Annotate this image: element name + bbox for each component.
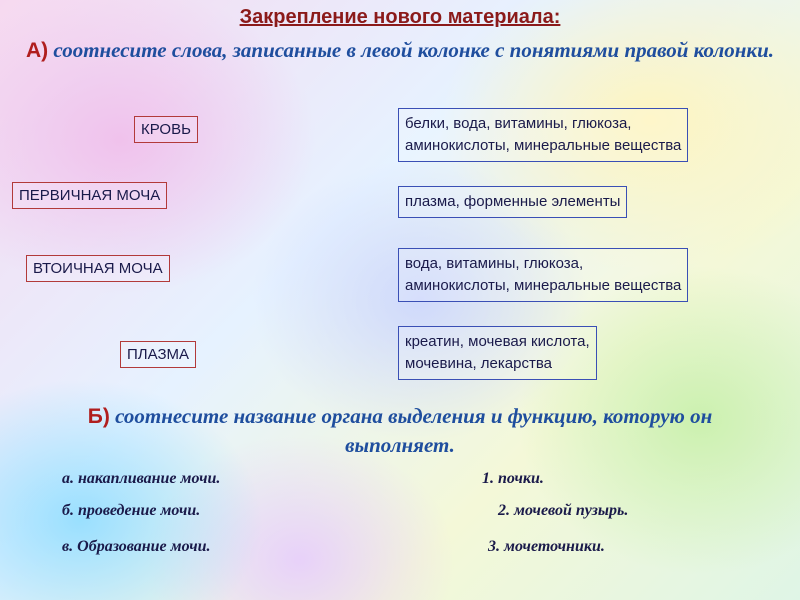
slide-title: Закрепление нового материала:: [239, 6, 561, 28]
function-a: а. накапливание мочи.: [62, 470, 221, 487]
organ-3: 3. мочеточники.: [488, 538, 605, 555]
right-term-3-line1: вода, витамины, глюкоза,: [405, 255, 584, 272]
right-term-1-line1: белки, вода, витамины, глюкоза,: [405, 115, 632, 132]
right-term-4-line1: креатин, мочевая кислота,: [405, 333, 590, 350]
right-term-3: [398, 248, 688, 302]
right-term-1: [398, 108, 688, 162]
function-b: б. проведение мочи.: [62, 502, 201, 519]
function-c: в. Образование мочи.: [62, 538, 211, 555]
organ-2: 2. мочевой пузырь.: [498, 502, 629, 519]
left-term-plasma: ПЛАЗМА: [120, 341, 196, 368]
task-b-text: соотнесите название органа выделения и функцию, которую он выполняет.: [115, 404, 713, 457]
left-term-blood: КРОВЬ: [134, 116, 198, 143]
organ-1: 1. почки.: [482, 470, 544, 487]
right-term-4: [398, 326, 597, 380]
left-term-primary-urine: ПЕРВИЧНАЯ МОЧА: [12, 182, 167, 209]
right-term-4-line2: мочевина, лекарства: [405, 355, 552, 372]
right-term-1-line2: аминокислоты, минеральные вещества: [405, 137, 682, 154]
right-term-2-line1: плазма, форменные элементы: [405, 193, 621, 210]
task-a-prefix: А): [25, 39, 49, 62]
task-b-prefix: Б): [87, 405, 110, 428]
right-term-2: [398, 186, 627, 218]
right-term-3-line2: аминокислоты, минеральные вещества: [405, 277, 682, 294]
left-term-secondary-urine: ВТОИЧНАЯ МОЧА: [26, 255, 170, 282]
task-b-instruction: [40, 402, 760, 459]
task-a-instruction: [20, 36, 780, 65]
task-a-text: соотнесите слова, записанные в левой колонке с понятиями правой колонки.: [53, 38, 775, 62]
